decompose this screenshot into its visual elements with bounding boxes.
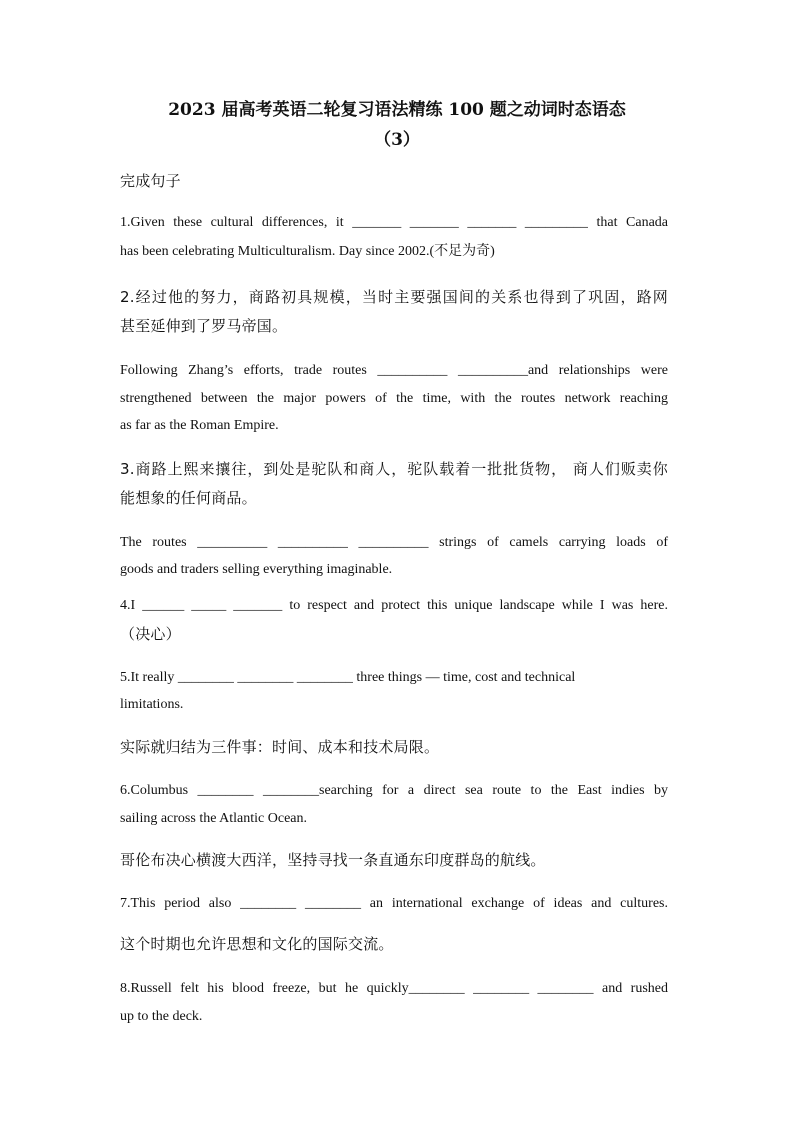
question-5-english-line-2: limitations. xyxy=(120,697,184,712)
question-2-chinese-line-2: 甚至延伸到了罗马帝国。 xyxy=(120,317,288,335)
question-4-line-2: （决心） xyxy=(120,625,181,643)
question-2-english-line-2: strengthened between the major powers of the time, with the routes network reaching xyxy=(120,391,668,406)
question-8-english-line-1: 8.Russell felt his blood freeze, but he quickly________ ________ ________ and rushed xyxy=(120,981,668,996)
question-2-chinese-line-1: 2.经过他的努力，商路初具规模，当时主要强国间的关系也得到了巩固，路网 xyxy=(120,288,668,306)
document-title-line-2: （3） xyxy=(374,130,420,150)
question-3-english-line-2: goods and traders selling everything imaginable. xyxy=(120,562,393,577)
question-1-line-2: has been celebrating Multiculturalism. Day since 2002.(不足为奇) xyxy=(120,244,495,259)
question-7-chinese-line-1: 这个时期也允许思想和文化的国际交流。 xyxy=(120,935,394,953)
question-1-line-1: 1.Given these cultural differences, it _______ _______ _______ _________ that Canada xyxy=(120,215,668,230)
question-4-line-1: 4.I ______ _____ _______ to respect and protect this unique landscape while I was here. xyxy=(120,598,668,613)
question-3-chinese-line-2: 能想象的任何商品。 xyxy=(120,489,257,507)
question-8-english-line-2: up to the deck. xyxy=(120,1009,203,1024)
question-3-english-line-1: The routes __________ __________ __________ strings of camels carrying loads of xyxy=(120,535,668,550)
question-3-chinese-line-1: 3.商路上熙来攘往，到处是驼队和商人，驼队载着一批批货物， 商人们贩卖你 xyxy=(120,460,668,478)
question-5-english-line-1: 5.It really ________ ________ ________ three things — time, cost and technical xyxy=(120,670,576,685)
question-2-english-line-1: Following Zhang’s efforts, trade routes __________ __________and relationships were xyxy=(120,363,668,378)
question-6-chinese-line-1: 哥伦布决心横渡大西洋，坚持寻找一条直通东印度群岛的航线。 xyxy=(120,851,546,869)
question-5-chinese-line-1: 实际就归结为三件事：时间、成本和技术局限。 xyxy=(120,738,440,756)
document-title-line-1: 2023 届高考英语二轮复习语法精练 100 题之动词时态语态 xyxy=(168,100,626,120)
question-6-english-line-1: 6.Columbus ________ ________searching for a direct sea route to the East indies by xyxy=(120,783,668,798)
question-6-english-line-2: sailing across the Atlantic Ocean. xyxy=(120,811,307,826)
question-2-english-line-3: as far as the Roman Empire. xyxy=(120,418,279,433)
section-heading: 完成句子 xyxy=(120,172,181,190)
question-7-english-line-1: 7.This period also ________ ________ an international exchange of ideas and cultures. xyxy=(120,896,668,911)
